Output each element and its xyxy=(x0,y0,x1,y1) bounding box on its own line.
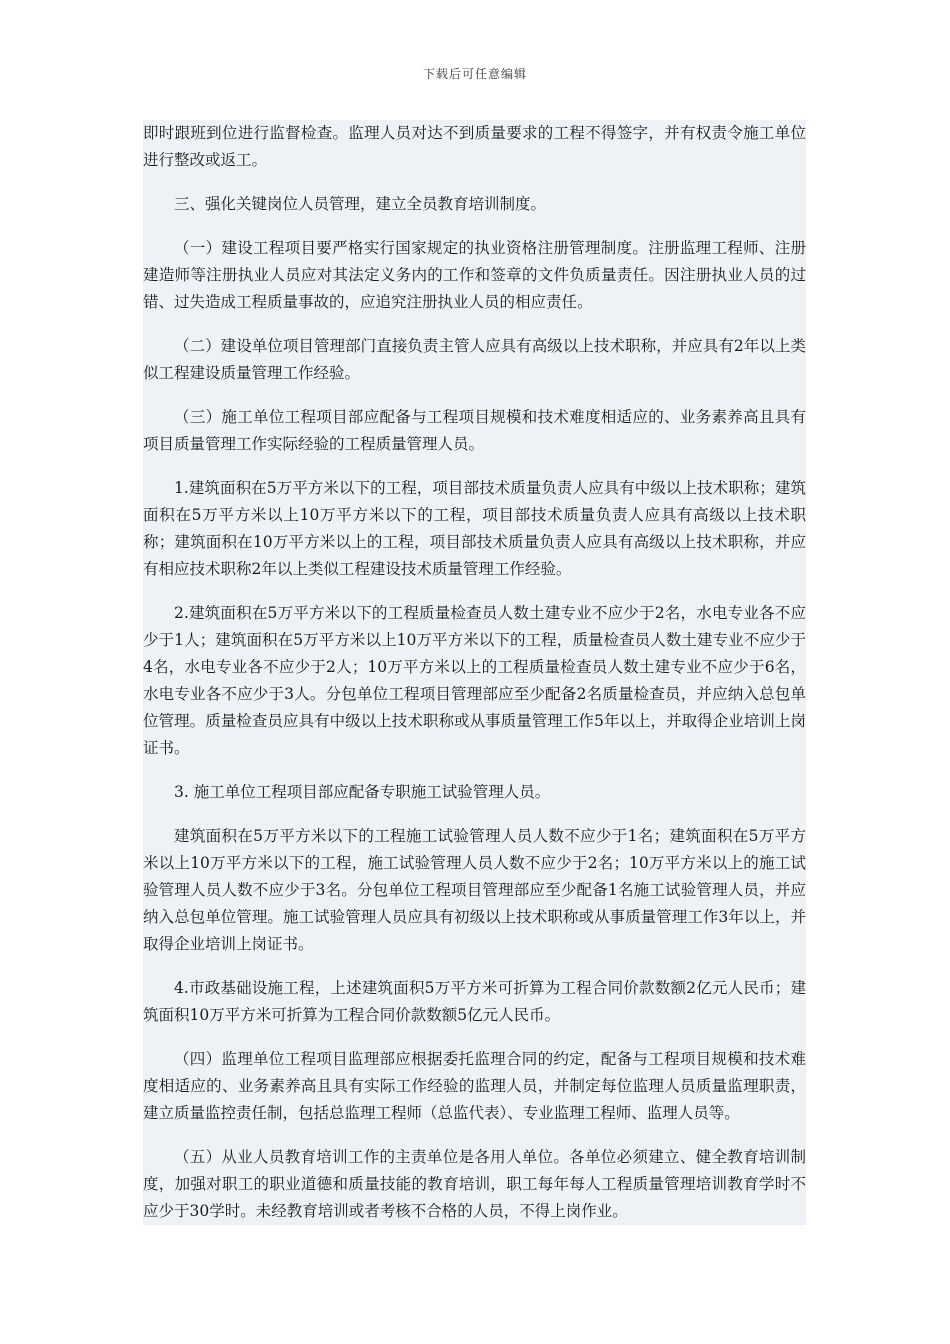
paragraph-gap xyxy=(143,316,806,333)
paragraph-item-5: （五）从业人员教育培训工作的主责单位是各用人单位。各单位必须建立、健全教育培训制度，加强对职工的职业道德和质量技能的教育培训，职工每年每人工程质量管理培训教育学时不应少于30学时。未经教育培训或者考核不合格的人员，不得上岗作业。 xyxy=(143,1148,806,1220)
document-body xyxy=(143,120,806,1225)
paragraph-gap xyxy=(143,218,806,235)
paragraph-item-2: （二）建设单位项目管理部门直接负责主管人应具有高级以上技术职称，并应具有2年以上类似工程建设质量管理工作经验。 xyxy=(143,337,806,382)
page-header: 下载后可任意编辑 xyxy=(422,67,527,81)
paragraph-subitem-4: 4.市政基础设施工程，上述建筑面积5万平方米可折算为工程合同价款数额2亿元人民币；建筑面积10万平方米可折算为工程合同价款数额5亿元人民币。 xyxy=(143,979,806,1024)
paragraph-subitem-3-detail: 建筑面积在5万平方米以下的工程施工试验管理人员人数不应少于1名；建筑面积在5万平方米以上10万平方米以下的工程，施工试验管理人员人数不应少于2名；10万平方米以上的施工试验管理人员人数不应少于3名。分包单位工程项目管理部应至少配备1名施工试验管理人员，并应纳入总包单位管理。施工试验管理人员应具有初级以上技术职称或从事质量管理工作3年以上，并取得企业培训上岗证书。 xyxy=(143,827,806,953)
paragraph-item-3: （三）施工单位工程项目部应配备与工程项目规模和技术难度相适应的、业务素养高且具有项目质量管理工作实际经验的工程质量管理人员。 xyxy=(143,408,806,453)
paragraph-gap xyxy=(143,583,806,600)
paragraph-subitem-1: 1.建筑面积在5万平方米以下的工程，项目部技术质量负责人应具有中级以上技术职称；建筑面积在5万平方米以上10万平方米以下的工程，项目部技术质量负责人应具有高级以上技术职称；建筑面积在10万平方米以上的工程，项目部技术质量负责人应具有高级以上技术职称，并应有相应技术职称2年以上类似工程建设技术质量管理工作经验。 xyxy=(143,479,806,578)
paragraph-gap xyxy=(143,1029,806,1046)
paragraph-gap xyxy=(143,762,806,779)
paragraph-gap xyxy=(143,174,806,191)
paragraph-gap xyxy=(143,806,806,823)
paragraph-item-4: （四）监理单位工程项目监理部应根据委托监理合同的约定，配备与工程项目规模和技术难度相适应的、业务素养高且具有实际工作经验的监理人员，并制定每位监理人员质量监理职责，建立质量监控责任制，包括总监理工程师（总监代表）、专业监理工程师、监理人员等。 xyxy=(143,1050,806,1122)
paragraph-gap xyxy=(143,1127,806,1144)
paragraph-gap xyxy=(143,458,806,475)
paragraph-gap xyxy=(143,387,806,404)
paragraph-gap xyxy=(143,958,806,975)
paragraph-subitem-2: 2.建筑面积在5万平方米以下的工程质量检查员人数土建专业不应少于2名，水电专业各不应少于1人；建筑面积在5万平方米以上10万平方米以下的工程，质量检查员人数土建专业不应少于4名，水电专业各不应少于2人；10万平方米以上的工程质量检查员人数土建专业不应少于6名，水电专业各不应少于3人。分包单位工程项目管理部应至少配备2名质量检查员，并应纳入总包单位管理。质量检查员应具有中级以上技术职称或从事质量管理工作5年以上，并取得企业培训上岗证书。 xyxy=(143,604,806,757)
section-heading-3: 三、强化关键岗位人员管理，建立全员教育培训制度。 xyxy=(174,195,547,213)
paragraph-subitem-3: 3. 施工单位工程项目部应配备专职施工试验管理人员。 xyxy=(174,783,551,801)
paragraph-continuation: 即时跟班到位进行监督检查。监理人员对达不到质量要求的工程不得签字，并有权责令施工单位进行整改或返工。 xyxy=(143,124,806,169)
paragraph-item-1: （一）建设工程项目要严格实行国家规定的执业资格注册管理制度。注册监理工程师、注册建造师等注册执业人员应对其法定义务内的工作和签章的文件负质量责任。因注册执业人员的过错、过失造成工程质量事故的，应追究注册执业人员的相应责任。 xyxy=(143,239,806,311)
